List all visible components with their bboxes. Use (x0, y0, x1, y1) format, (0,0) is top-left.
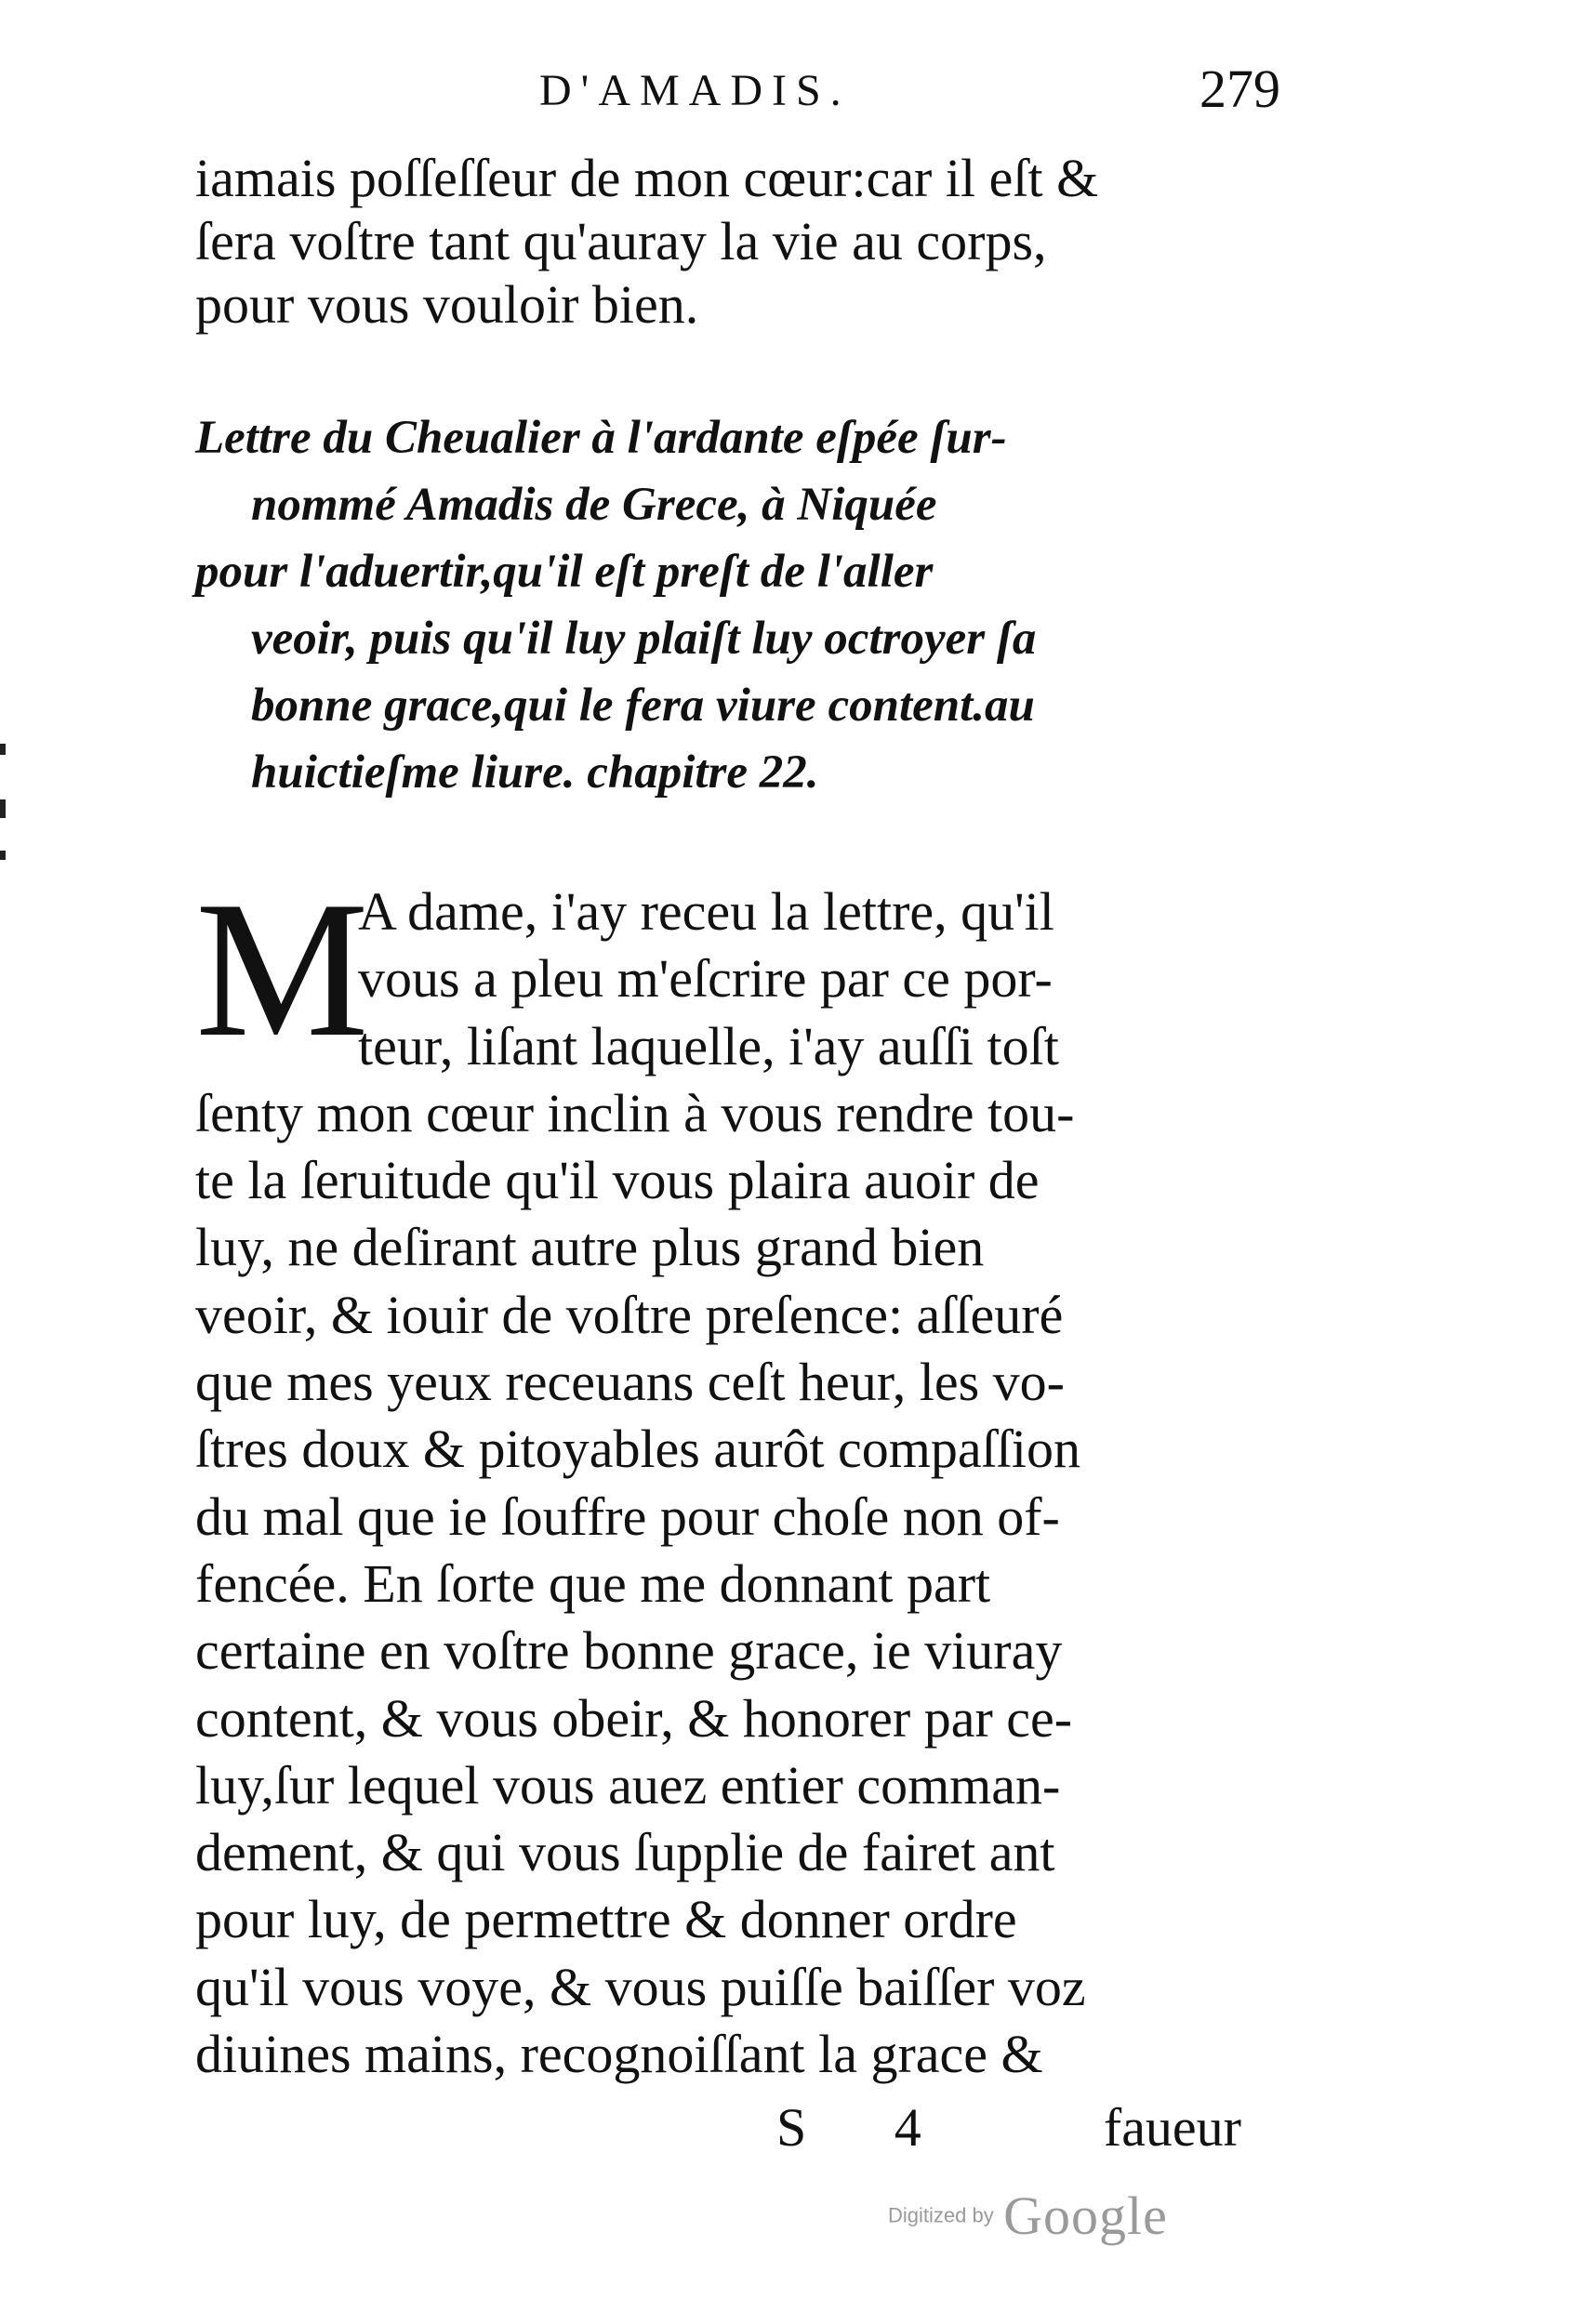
text-line: qu'il vous voye, & vous puiſſe baiſſer voz (195, 1956, 1086, 2017)
heading-line: nommé Amadis de Grece, à Niquée (251, 479, 937, 531)
page-footer (195, 2096, 1251, 2161)
text-line: vous a pleu m'eſcrire par ce por- (358, 948, 1053, 1010)
text-line: veoir, & iouir de voſtre preſence: aſſeuré (195, 1284, 1064, 1345)
text-line: certaine en voſtre bonne grace, ie viuray (195, 1620, 1063, 1682)
catchword: faueur (1103, 2097, 1241, 2158)
text-line: A dame, i'ay receu la lettre, qu'il (358, 881, 1054, 942)
continuation-text (195, 147, 1251, 337)
watermark-prefix: Digitized by (888, 2203, 994, 2227)
drop-cap: M (195, 862, 369, 1077)
heading-line: veoir, puis qu'il luy plaiſt luy octroyer ſa (251, 613, 1037, 665)
text-line: teur, liſant laquelle, i'ay auſſi toſt (358, 1015, 1059, 1076)
text-line: dement, & qui vous ſupplie de fairet ant (195, 1822, 1055, 1883)
page-number: 279 (1199, 59, 1280, 119)
digitization-watermark (888, 2185, 1168, 2247)
page-edge-mark (0, 799, 6, 818)
heading-line: bonne grace,qui le fera viure content.au (251, 680, 1035, 732)
text-line: luy,ſur lequel vous auez entier comman- (195, 1754, 1061, 1816)
text-line: ſera voſtre tant qu'auray la vie au corps, (195, 211, 1047, 271)
heading-line: huictieſme liure. chapitre 22. (251, 746, 819, 799)
signature-mark: S 4 (776, 2097, 959, 2158)
chapter-heading (195, 404, 1218, 806)
text-line: ſenty mon cœur inclin à vous rendre tou- (195, 1082, 1075, 1143)
letter-body (195, 862, 1251, 2088)
text-line: content, & vous obeir, & honorer par ce- (195, 1687, 1073, 1749)
page-edge-mark (0, 851, 6, 860)
text-line: te la ſeruitude qu'il vous plaira auoir de (195, 1150, 1040, 1211)
text-line: diuines mains, recognoiſſant la grace & (195, 2024, 1043, 2085)
text-line: ſtres doux & pitoyables aurôt compaſſion (195, 1419, 1080, 1480)
watermark-brand: Google (1003, 2185, 1168, 2246)
page-edge-mark (0, 744, 6, 755)
text-line: luy, ne deſirant autre plus grand bien (195, 1217, 985, 1278)
text-line: pour luy, de permettre & donner ordre (195, 1889, 1017, 1950)
text-line: iamais poſſeſſeur de mon cœur:car il eſt & (195, 148, 1099, 208)
text-line: pour vous vouloir bien. (195, 274, 699, 335)
text-line: du mal que ie ſouffre pour choſe non of- (195, 1486, 1060, 1547)
text-line: que mes yeux receuans ceſt heur, les vo- (195, 1352, 1065, 1413)
heading-line: pour l'aduertir,qu'il eſt preſt de l'aller (195, 546, 934, 598)
running-title: D'AMADIS. (539, 66, 851, 115)
heading-line: Lettre du Cheualier à l'ardante eſpée ſur- (195, 412, 1007, 464)
text-line: fencée. En ſorte que me donnant part (195, 1552, 991, 1614)
